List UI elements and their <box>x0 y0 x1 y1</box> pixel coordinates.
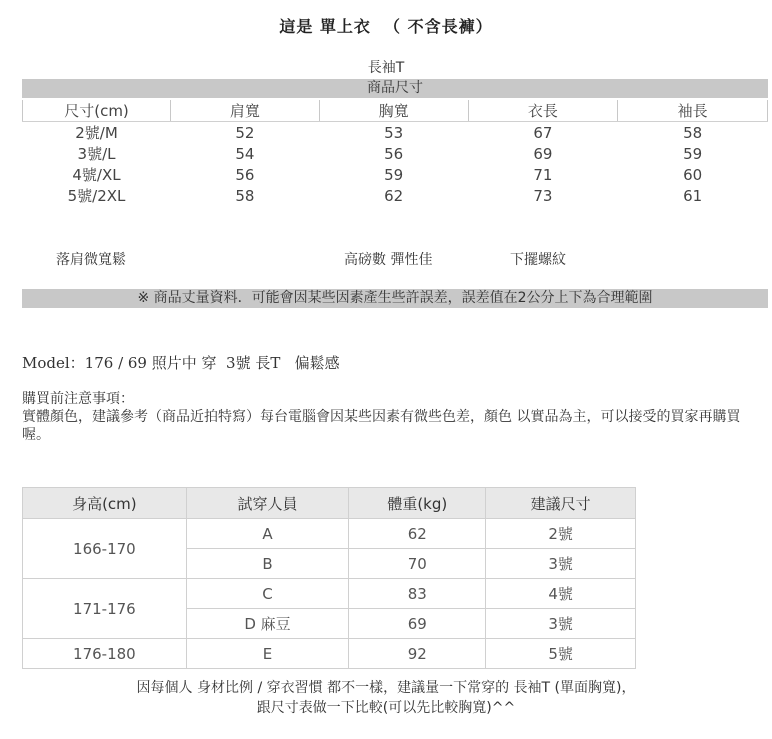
size-cell: 69 <box>533 144 553 163</box>
table-row <box>23 579 636 609</box>
person-cell: C <box>186 579 349 609</box>
fit-table <box>22 487 636 669</box>
weight-cell: 83 <box>349 579 486 609</box>
size-cell: 61 <box>683 186 703 205</box>
table-row <box>23 185 768 206</box>
fit-advice-line: 因每個人 身材比例 / 穿衣習慣 都不一樣，建議量一下常穿的 長袖T (單面胸寬)， <box>136 680 636 696</box>
table-row <box>23 164 768 185</box>
height-range-cell: 171-176 <box>23 579 187 639</box>
size-cell: 53 <box>384 123 404 142</box>
size-cell: 59 <box>384 165 404 184</box>
model-info: Model：176 / 69 照片中 穿 3號 長T 偏鬆感 <box>22 354 340 372</box>
fit-col-header: 體重(kg) <box>349 488 486 519</box>
table-row <box>23 143 768 164</box>
fit-advice-line: 跟尺寸表做一下比較(可以先比較胸寬)^^ <box>256 700 516 716</box>
height-range-cell: 166-170 <box>23 519 187 579</box>
fit-col-header: 建議尺寸 <box>486 488 636 519</box>
weight-cell: 62 <box>349 519 486 549</box>
size-cell: 62 <box>384 186 404 205</box>
fit-col-header: 試穿人員 <box>186 488 349 519</box>
product-subtitle: 長袖T <box>367 60 405 76</box>
notice-heading: 購買前注意事項： <box>22 391 134 407</box>
size-cell: 73 <box>533 186 553 205</box>
size-col-header: 袖長 <box>618 100 768 122</box>
size-table <box>22 100 768 206</box>
size-cell: 2號/M <box>75 124 118 142</box>
feature-note: 高磅數 彈性佳 <box>344 252 433 268</box>
size-col-header: 胸寬 <box>319 100 468 122</box>
page-title: 這是 單上衣 （ 不含長褲） <box>279 17 493 36</box>
size-cell: 58 <box>683 123 703 142</box>
table-row <box>23 639 636 669</box>
person-cell: A <box>186 519 349 549</box>
table-row <box>23 122 768 144</box>
feature-note: 落肩微寬鬆 <box>56 252 126 268</box>
suggested-size-cell: 3號 <box>486 609 636 639</box>
notice-body: 實體顏色，建議參考（商品近拍特寫）每台電腦會因某些因素有微些色差，顏色 以實品為主，可以接受的買家再購買喔。 <box>22 409 741 443</box>
size-col-header: 肩寬 <box>171 100 320 122</box>
suggested-size-cell: 3號 <box>486 549 636 579</box>
fit-advice <box>0 678 772 718</box>
suggested-size-cell: 5號 <box>486 639 636 669</box>
weight-cell: 92 <box>349 639 486 669</box>
measurement-disclaimer: ※ 商品丈量資料．可能會因某些因素產生些許誤差，誤差值在2公分上下為合理範圍 <box>22 289 768 308</box>
fit-col-header: 身高(cm) <box>23 488 187 519</box>
size-cell: 67 <box>533 123 553 142</box>
height-range-cell: 176-180 <box>23 639 187 669</box>
size-cell: 56 <box>235 165 255 184</box>
size-cell: 54 <box>235 144 255 163</box>
size-cell: 60 <box>683 165 703 184</box>
weight-cell: 69 <box>349 609 486 639</box>
size-table-header-row <box>23 100 768 122</box>
size-cell: 56 <box>384 144 404 163</box>
suggested-size-cell: 4號 <box>486 579 636 609</box>
size-table-header: 商品尺寸 <box>22 79 768 98</box>
person-cell: E <box>186 639 349 669</box>
size-cell: 52 <box>235 123 255 142</box>
size-cell: 58 <box>235 186 255 205</box>
purchase-notice <box>22 390 767 444</box>
size-cell: 3號/L <box>77 145 116 163</box>
fit-table-header-row <box>23 488 636 519</box>
size-col-header: 衣長 <box>468 100 618 122</box>
table-row <box>23 519 636 549</box>
weight-cell: 70 <box>349 549 486 579</box>
suggested-size-cell: 2號 <box>486 519 636 549</box>
size-cell: 5號/2XL <box>67 187 126 205</box>
size-cell: 71 <box>533 165 553 184</box>
person-cell: B <box>186 549 349 579</box>
size-cell: 4號/XL <box>72 166 121 184</box>
feature-note: 下擺螺紋 <box>510 252 566 268</box>
size-cell: 59 <box>683 144 703 163</box>
person-cell: D 麻豆 <box>186 609 349 639</box>
size-col-header: 尺寸(cm) <box>23 100 171 122</box>
